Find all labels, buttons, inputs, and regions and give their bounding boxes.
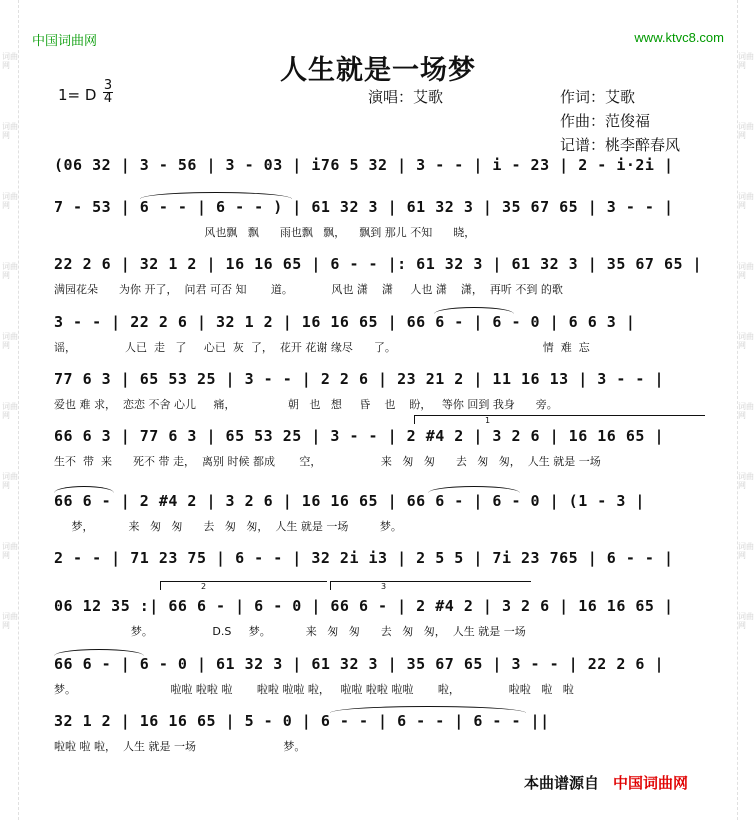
volta-bracket-2	[160, 581, 327, 590]
lyric-line: 谣， 人已 走 了 心已 灰 了， 花开 花谢 缘尽 了。 情 难 忘	[54, 341, 590, 354]
volta-bracket-1	[414, 415, 705, 424]
time-signature	[103, 80, 113, 105]
source-site-link[interactable]: 中国词曲网	[613, 774, 689, 792]
source-credit	[524, 772, 688, 793]
singer: 演唱：艾歌	[368, 88, 444, 106]
notation-line: 22 2 6 | 32 1 2 | 16 16 65 | 6 - - |: 61 32 3 | 61 32 3 | 35 67 65 |	[54, 255, 703, 273]
score-row-8	[54, 549, 704, 601]
notation-line: 3 - - | 22 2 6 | 32 1 2 | 16 16 65 | 66 6 - | 6 - 0 | 6 6 3 |	[54, 313, 636, 331]
lyric-line: 梦。 D.S 梦。 来 匆 匆 去 匆 匆， 人生 就是 一场	[54, 625, 526, 638]
source-label: 本曲谱源自	[524, 774, 600, 792]
time-top: 3	[103, 78, 113, 93]
site-url-right[interactable]: www.ktvc8.com	[634, 30, 724, 45]
notation-line: (06 32 | 3 - 56 | 3 - 03 | i76 5 32 | 3 - - | i - 23 | 2 - i·2i |	[54, 156, 674, 174]
time-bottom: 4	[103, 91, 113, 106]
lyric-line: 啦啦 啦 啦， 人生 就是 一场 梦。	[54, 740, 306, 753]
notation-line: 66 6 3 | 77 6 3 | 65 53 25 | 3 - - | 2 #4 2 | 3 2 6 | 16 16 65 |	[54, 427, 664, 445]
lyric-line: 梦。 啦啦 啦啦 啦 啦啦 啦啦 啦， 啦啦 啦啦 啦啦 啦， 啦啦 啦 啦	[54, 683, 574, 696]
score-row-2	[54, 198, 704, 250]
notation-line: 2 - - | 71 23 75 | 6 - - | 32 2i i3 | 2 5 5 | 7i 23 765 | 6 - - |	[54, 549, 674, 567]
volta-number: 1	[485, 416, 491, 425]
score-row-7	[54, 492, 704, 544]
score-row-10	[54, 655, 704, 707]
notation-line: 32 1 2 | 16 16 65 | 5 - 0 | 6 - - | 6 - - | 6 - - ||	[54, 712, 550, 730]
score-row-4	[54, 313, 704, 365]
score-row-11	[54, 712, 704, 764]
notation-line: 66 6 - | 2 #4 2 | 3 2 6 | 16 16 65 | 66 6 - | 6 - 0 | (1 - 3 |	[54, 492, 645, 510]
composer: 作曲：范俊福	[560, 112, 651, 130]
lyric-line: 满园花朵 为你 开了， 问君 可否 知 道。 风也 潇 潇 人也 潇 潇， 再听 不到 的歌	[54, 283, 563, 296]
notation-line: 66 6 - | 6 - 0 | 61 32 3 | 61 32 3 | 35 67 65 | 3 - - | 22 2 6 |	[54, 655, 664, 673]
transcriber: 记谱：桃李醉春风	[560, 136, 681, 154]
notation-line: 77 6 3 | 65 53 25 | 3 - - | 2 2 6 | 23 21 2 | 11 16 13 | 3 - - |	[54, 370, 664, 388]
watermark-left: 词曲网 词曲网 词曲网 词曲网 词曲网 词曲网 词曲网 词曲网 词曲网	[2, 0, 19, 820]
notation-line: 06 12 35 :| 66 6 - | 6 - 0 | 66 6 - | 2 #4 2 | 3 2 6 | 16 16 65 |	[54, 597, 674, 615]
score-row-9	[54, 582, 704, 649]
lyric-line: 风也飘 飘 雨也飘 飘， 飘到 那儿 不知 晓，	[54, 226, 476, 239]
watermark-right: 词曲网 词曲网 词曲网 词曲网 词曲网 词曲网 词曲网 词曲网 词曲网	[737, 0, 754, 820]
score-row-3	[54, 255, 704, 307]
volta-number: 2	[201, 582, 207, 591]
lyric-line: 生不 带 来 死不 带 走， 离别 时候 都成 空， 来 匆 匆 去 匆 匆， 人生 就是 一场	[54, 455, 601, 468]
lyricist: 作词：艾歌	[560, 88, 636, 106]
volta-number: 3	[381, 582, 387, 591]
score-row-6	[54, 416, 704, 479]
volta-bracket-3	[330, 581, 531, 590]
site-name-left[interactable]: 中国词曲网	[32, 34, 98, 49]
lyric-line: 爱也 难 求， 恋恋 不舍 心儿 痛， 朝 也 想 昏 也 盼， 等你 回到 我身 旁。	[54, 398, 558, 411]
notation-line: 7 - 53 | 6 - - | 6 - - ) | 61 32 3 | 61 32 3 | 35 67 65 | 3 - - |	[54, 198, 674, 216]
key-signature: 1= D	[58, 86, 97, 104]
lyric-line: 梦， 来 匆 匆 去 匆 匆， 人生 就是 一场 梦。	[54, 520, 402, 533]
song-title: 人生就是一场梦	[280, 55, 476, 86]
